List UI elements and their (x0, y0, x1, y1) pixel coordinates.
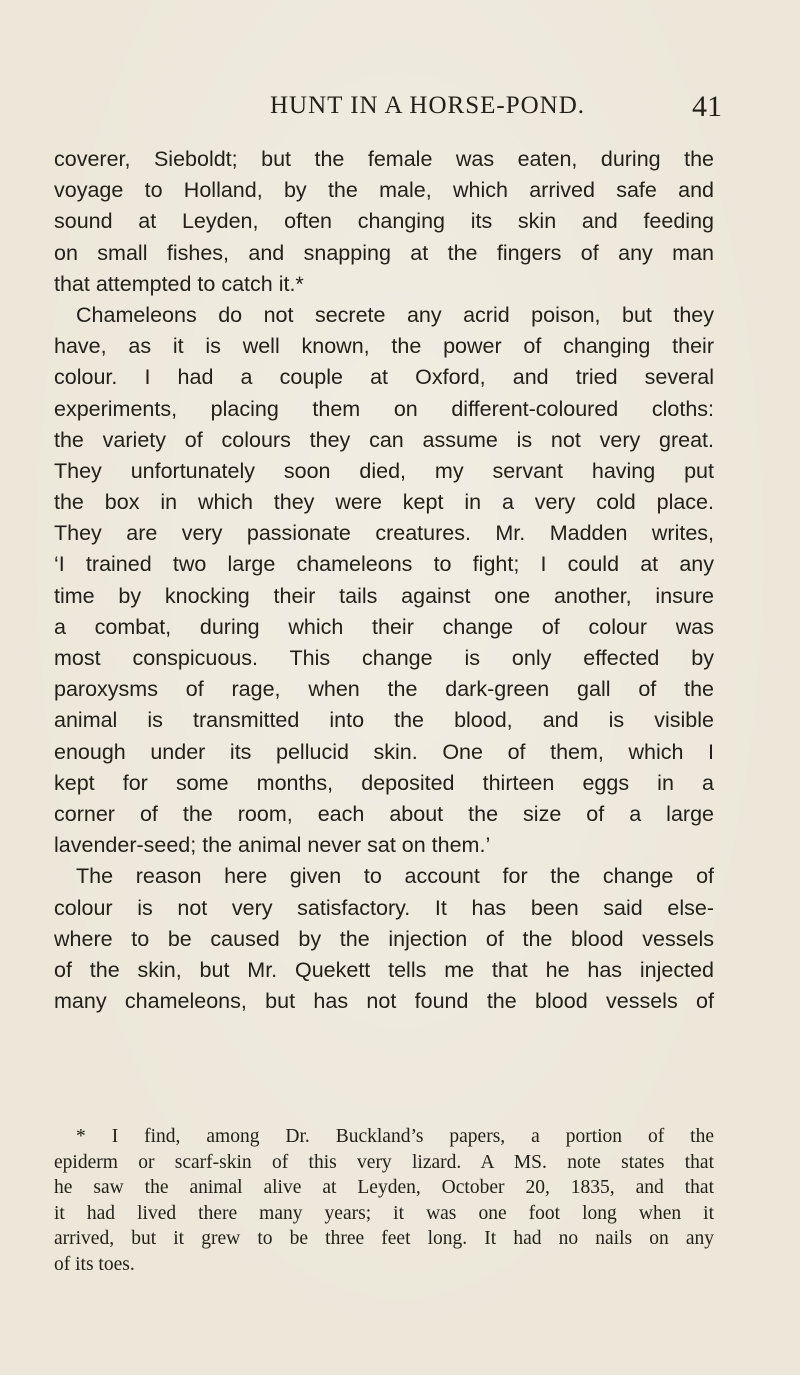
running-head (70, 92, 730, 128)
footnote-line: it had lived there many years; it was one foot long when it (54, 1202, 714, 1224)
body-text (54, 144, 714, 1017)
text-line: colour is not very satisfactory. It has been said else- (54, 895, 714, 920)
running-title: HUNT IN A HORSE-POND. (270, 92, 586, 119)
text-line: animal is transmitted into the blood, and is visible (54, 708, 714, 733)
text-line: the box in which they were kept in a very cold place. (54, 490, 714, 515)
footnote-line: arrived, but it grew to be three feet long. It had no nails on any (54, 1228, 714, 1249)
text-line: a combat, during which their change of colour was (54, 614, 714, 639)
text-line: lavender-seed; the animal never sat on them.’ (54, 833, 491, 858)
footnote (54, 1124, 714, 1277)
text-line: where to be caused by the injection of the blood vessels (54, 926, 714, 951)
text-line: The reason here given to account for the change of (76, 864, 714, 889)
text-line: the variety of colours they can assume is not very great. (54, 427, 714, 452)
page-number: 41 (692, 90, 722, 123)
text-line: They unfortunately soon died, my servant having put (54, 458, 714, 483)
text-line: colour. I had a couple at Oxford, and tried several (54, 365, 714, 390)
text-line: They are very passionate creatures. Mr. Madden writes, (54, 521, 714, 546)
text-line: experiments, placing them on different-coloured cloths: (54, 396, 714, 421)
text-line: have, as it is well known, the power of changing their (54, 334, 714, 359)
text-line: paroxysms of rage, when the dark-green gall of the (54, 677, 714, 702)
text-line: sound at Leyden, often changing its skin and feeding (54, 209, 714, 234)
footnote-line: * I find, among Dr. Buckland’s papers, a portion of the (76, 1126, 714, 1147)
text-line: time by knocking their tails against one another, insure (54, 583, 714, 608)
text-line: on small fishes, and snapping at the fingers of any man (54, 240, 714, 265)
text-line: voyage to Holland, by the male, which arrived safe and (54, 178, 714, 203)
text-line: ‘I trained two large chameleons to fight; I could at any (54, 552, 714, 577)
text-line: enough under its pellucid skin. One of them, which I (54, 739, 714, 764)
footnote-line: epiderm or scarf-skin of this very lizard. A MS. note states that (54, 1151, 714, 1173)
footnote-line: of its toes. (54, 1253, 135, 1275)
text-line: coverer, Sieboldt; but the female was eaten, during the (54, 147, 714, 171)
text-line: of the skin, but Mr. Quekett tells me that he has injected (54, 957, 714, 982)
text-line: many chameleons, but has not found the blood vessels of (54, 989, 714, 1014)
text-line: corner of the room, each about the size of a large (54, 801, 714, 826)
text-line: that attempted to catch it.* (54, 271, 304, 296)
text-line: Chameleons do not secrete any acrid poison, but they (76, 302, 714, 327)
footnote-line: he saw the animal alive at Leyden, October 20, 1835, and that (54, 1177, 714, 1198)
text-line: most conspicuous. This change is only effected by (54, 646, 714, 670)
text-line: kept for some months, deposited thirteen eggs in a (54, 770, 714, 795)
